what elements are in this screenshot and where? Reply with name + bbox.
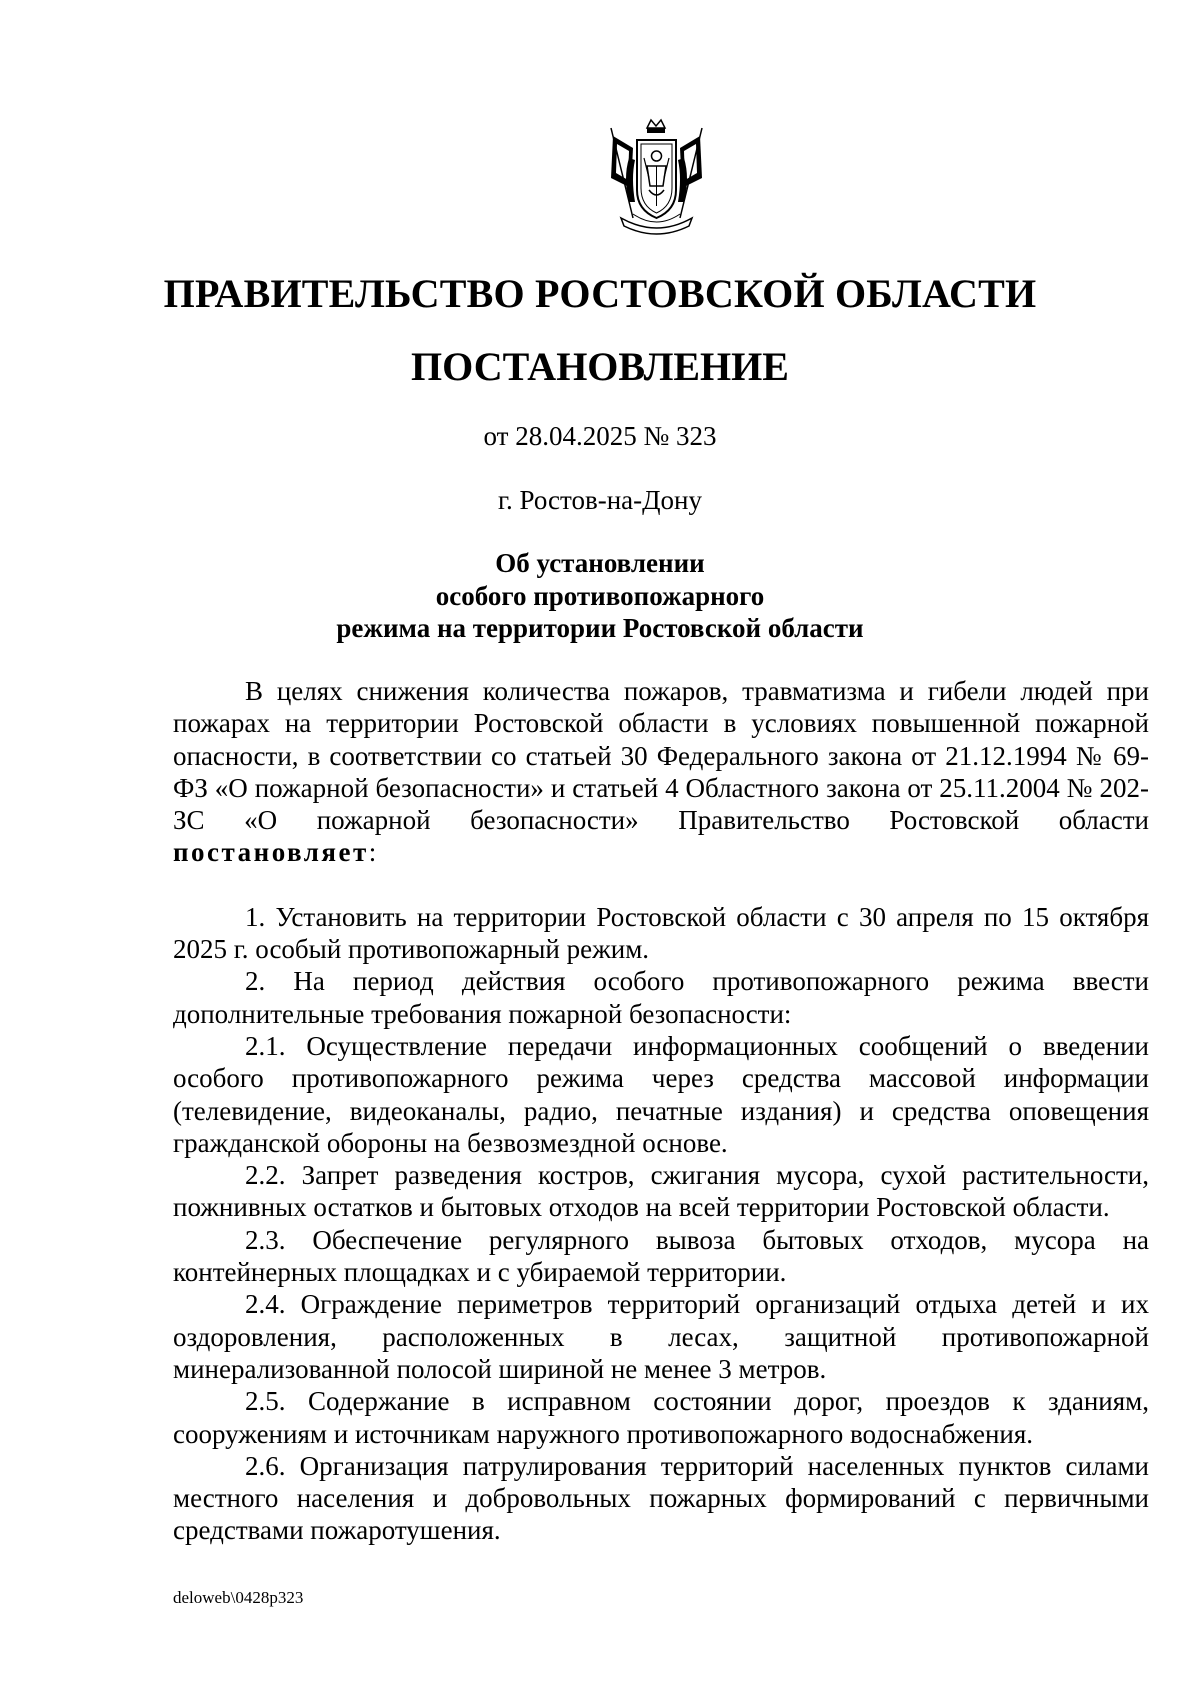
preamble-paragraph: [173, 675, 1149, 869]
subject-line: особого противопожарного: [435, 580, 765, 611]
clause-paragraph: 2. На период действия особого противопожарного режима ввести дополнительные требования пожарной безопасности:: [173, 966, 1149, 1029]
clause-paragraph: 2.6. Организация патрулирования территорий населенных пунктов силами местного населения и добровольных пожарных формирований с первичными средствами пожаротушения.: [173, 1450, 1149, 1546]
clause-paragraph: 1. Установить на территории Ростовской области с 30 апреля по 15 октября 2025 г. особый противопожарный режим.: [173, 901, 1149, 965]
subject-line: Об установлении: [495, 548, 705, 578]
document-type: ПОСТАНОВЛЕНИЕ: [411, 344, 789, 389]
preamble-emphasis: постановляет: [173, 837, 369, 868]
subject-line: режима на территории Ростовской области: [336, 613, 864, 643]
organization-title: ПРАВИТЕЛЬСТВО РОСТОВСКОЙ ОБЛАСТИ: [163, 271, 1037, 316]
preamble-text: В целях снижения количества пожаров, травматизма и гибели людей при пожарах на территории Ростовской области в условиях повышенной пожарной опасности, в соответствии со статьей 30 Федерального закона от 21.12.1994 № 69-ФЗ «О пожарной безопасности» и статьей 4 Областного закона от 25.11.2004 № 202-ЗС «О пожарной безопасности» Правительство Ростовской области: [173, 676, 1149, 836]
preamble-end: :: [368, 837, 377, 868]
clause-paragraph: 2.2. Запрет разведения костров, сжигания мусора, сухой растительности, пожнивных остатков и бытовых отходов на всей территории Ростовской области.: [173, 1160, 1149, 1223]
document-subject: [0, 547, 1200, 645]
document-body: [173, 675, 1149, 1547]
clause-paragraph: 2.3. Обеспечение регулярного вывоза бытовых отходов, мусора на контейнерных площадках и с убираемой территории.: [173, 1224, 1149, 1288]
document-city: г. Ростов-на-Дону: [497, 485, 702, 515]
footer-file-reference: deloweb\0428p323: [173, 1588, 304, 1607]
clause-paragraph: 2.1. Осуществление передачи информационных сообщений о введении особого противопожарного режима через средства массовой информации (телевидение, видеоканалы, радио, печатные издания) и средства оповещения гражданской обороны на безвозмездной основе.: [173, 1030, 1149, 1158]
document-date-number: от 28.04.2025 № 323: [483, 421, 717, 451]
clause-paragraph: 2.5. Содержание в исправном состоянии дорог, проездов к зданиям, сооружениям и источникам наружного противопожарного водоснабжения.: [173, 1386, 1149, 1449]
coat-of-arms-icon: [603, 118, 710, 240]
clause-paragraph: 2.4. Ограждение периметров территорий организаций отдыха детей и их оздоровления, расположенных в лесах, защитной противопожарной минерализованной полосой шириной не менее 3 метров.: [173, 1289, 1149, 1384]
